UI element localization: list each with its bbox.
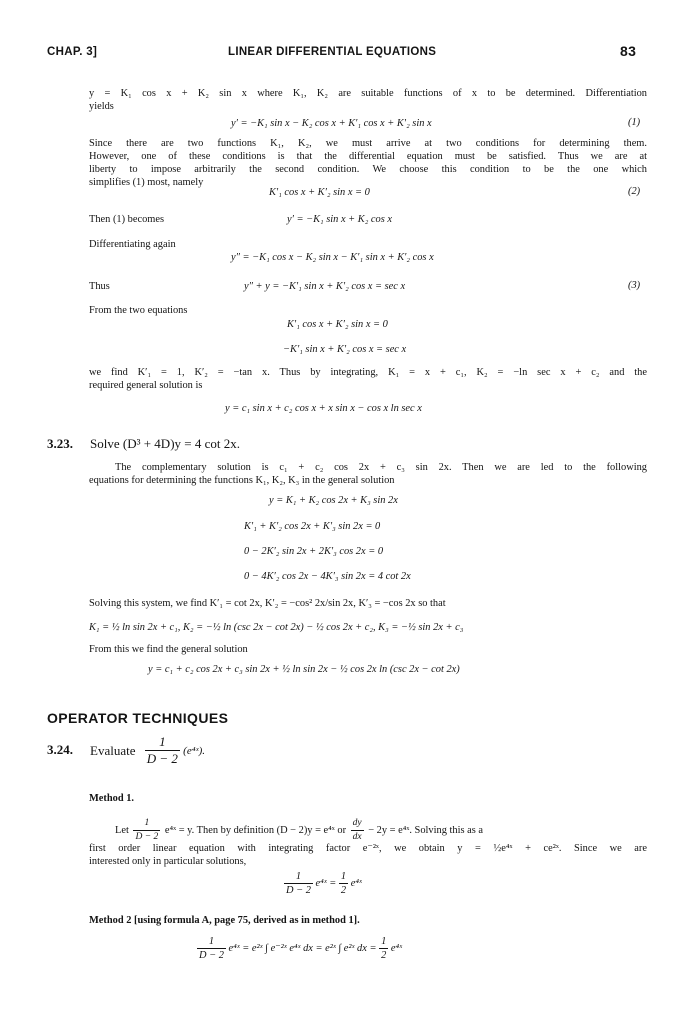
method-heading: Method 2 [using formula A, page 75, derived as in method 1]. — [89, 915, 360, 926]
text-label: Differentiating again — [89, 239, 176, 250]
paragraph-line: Solving this system, we find K′₁ = cot 2x, K′₂ = −cos² 2x/sin 2x, K′₃ = −cos 2x so that — [89, 598, 446, 609]
general-solution: y = c₁ + c₂ cos 2x + c₃ sin 2x + ½ ln sin 2x − ½ cos 2x ln (csc 2x − cot 2x) — [148, 664, 460, 675]
fraction-denominator: dx — [352, 832, 362, 842]
chapter-label: CHAP. 3] — [47, 46, 98, 58]
paragraph-line: simplifies (1) most, namely — [89, 177, 204, 188]
paragraph-line: Since there are two functions K₁, K₂, we must arrive at two conditions for determining them. — [89, 138, 647, 149]
inline-fraction — [133, 817, 160, 844]
fraction-denominator: D − 2 — [199, 950, 224, 961]
equation-1: y′ = −K₁ sin x − K₂ cos x + K′₁ cos x + K′₂ sin x — [231, 118, 432, 129]
text-run: e⁴ˣ — [350, 878, 362, 889]
text-label: From the two equations — [89, 305, 188, 316]
fraction-denominator: D − 2 — [135, 832, 159, 842]
problem-statement: Solve (D³ + 4D)y = 4 cot 2x. — [90, 436, 240, 451]
paragraph-line: y = K₁ cos x + K₂ sin x where K₁, K₂ are suitable functions of x to be determined. Differentiation — [89, 88, 647, 99]
paragraph-line: The complementary solution is c₁ + c₂ cos 2x + c₃ sin 2x. Then we are led to the following — [115, 462, 647, 473]
paragraph-line: yields — [89, 101, 114, 112]
paragraph-line: liberty to impose arbitrarily the second condition. We choose this condition to be the one which — [89, 164, 647, 175]
operator-fraction — [197, 935, 226, 962]
equation-3: y″ + y = −K′₁ sin x + K′₂ cos x = sec x — [244, 281, 406, 292]
method1-line — [115, 817, 650, 844]
half-fraction — [379, 935, 388, 962]
operator-fraction — [284, 870, 313, 897]
text-run: e⁴ˣ = — [315, 878, 339, 889]
paragraph-line: However, one of these conditions is that the differential equation must be satisfied. Thus we are at — [89, 151, 647, 162]
section-heading: OPERATOR TECHNIQUES — [47, 710, 229, 726]
equation: y′ = −K₁ sin x + K₂ cos x — [287, 214, 392, 225]
fraction-numerator: 1 — [340, 871, 347, 882]
equation-system-line: 0 − 2K′₂ sin 2x + 2K′₃ cos 2x = 0 — [244, 546, 384, 557]
method-heading: Method 1. — [89, 793, 135, 804]
fraction-numerator: 1 — [197, 935, 226, 949]
text-label: Then (1) becomes — [89, 214, 165, 225]
paragraph-line: equations for determining the functions K₁, K₂, K₃ in the general solution — [89, 475, 395, 486]
equation-system-line: K′₁ + K′₂ cos 2x + K′₃ sin 2x = 0 — [244, 521, 381, 532]
page-number: 83 — [620, 43, 637, 59]
text-run: − 2y = e⁴ˣ. Solving this as a — [368, 824, 483, 836]
equation-system-line: −K′₁ sin x + K′₂ cos x = sec x — [283, 344, 407, 355]
fraction-denominator: 2 — [340, 885, 347, 896]
let-word: Let — [115, 824, 129, 836]
fraction-numerator: 1 — [284, 870, 313, 884]
general-solution: y = c₁ sin x + c₂ cos x + x sin x − cos x ln sec x — [225, 403, 422, 414]
equation: y″ = −K₁ cos x − K₂ sin x − K′₁ sin x + K′₂ cos x — [231, 252, 434, 263]
fraction-denominator: 2 — [381, 950, 387, 961]
problem-number: 3.24. — [47, 742, 73, 757]
fraction-numerator: 1 — [145, 734, 180, 751]
method2-equation — [197, 935, 402, 962]
problem-statement — [90, 734, 205, 767]
equation-system-line: 0 − 4K′₂ cos 2x − 4K′₃ sin 2x = 4 cot 2x — [244, 571, 411, 582]
paragraph-line: interested only in particular solutions, — [89, 856, 247, 867]
equation-tag: (2) — [628, 186, 641, 197]
paragraph-line: From this we find the general solution — [89, 644, 248, 655]
paragraph-line: required general solution is — [89, 380, 203, 391]
text-run: e⁴ˣ — [390, 943, 403, 954]
derivative-fraction — [351, 817, 364, 844]
problem-number: 3.23. — [47, 436, 73, 451]
operator-fraction — [145, 734, 180, 767]
statement-verb: Evaluate — [90, 742, 136, 758]
running-title: LINEAR DIFFERENTIAL EQUATIONS — [228, 46, 437, 58]
particular-solution — [284, 870, 362, 897]
paragraph-line: we find K′₁ = 1, K′₂ = −tan x. Thus by integrating, K₁ = x + c₁, K₂ = −ln sec x + c₂ and the — [89, 367, 647, 378]
k-solutions: K₁ = ½ ln sin 2x + c₁, K₂ = −½ ln (csc 2x − cot 2x) − ½ cos 2x + c₂, K₃ = −½ sin 2x + c₃ — [89, 622, 464, 633]
fraction-denominator: D − 2 — [146, 751, 178, 766]
half-fraction — [339, 870, 348, 897]
operator-argument: (e⁴ˣ). — [183, 744, 206, 757]
equation-tag: (3) — [628, 280, 641, 291]
equation: y = K₁ + K₂ cos 2x + K₃ sin 2x — [269, 495, 398, 506]
fraction-numerator: 1 — [381, 936, 387, 947]
fraction-numerator: dy — [351, 817, 364, 831]
text-label: Thus — [89, 281, 110, 292]
equation-2: K′₁ cos x + K′₂ sin x = 0 — [269, 187, 370, 198]
text-run: e⁴ˣ = e²ˣ ∫ e⁻²ˣ e⁴ˣ dx = e²ˣ ∫ e²ˣ dx = — [228, 943, 380, 954]
fraction-denominator: D − 2 — [286, 885, 311, 896]
paragraph-line: first order linear equation with integrating factor e⁻²ˣ, we obtain y = ½e⁴ˣ + ce²ˣ. Since we are — [89, 843, 647, 854]
equation-tag: (1) — [628, 117, 641, 128]
text-run: e⁴ˣ = y. Then by definition (D − 2)y = e⁴ˣ or — [164, 824, 347, 836]
equation-system-line: K′₁ cos x + K′₂ sin x = 0 — [287, 319, 388, 330]
fraction-numerator: 1 — [133, 817, 160, 831]
